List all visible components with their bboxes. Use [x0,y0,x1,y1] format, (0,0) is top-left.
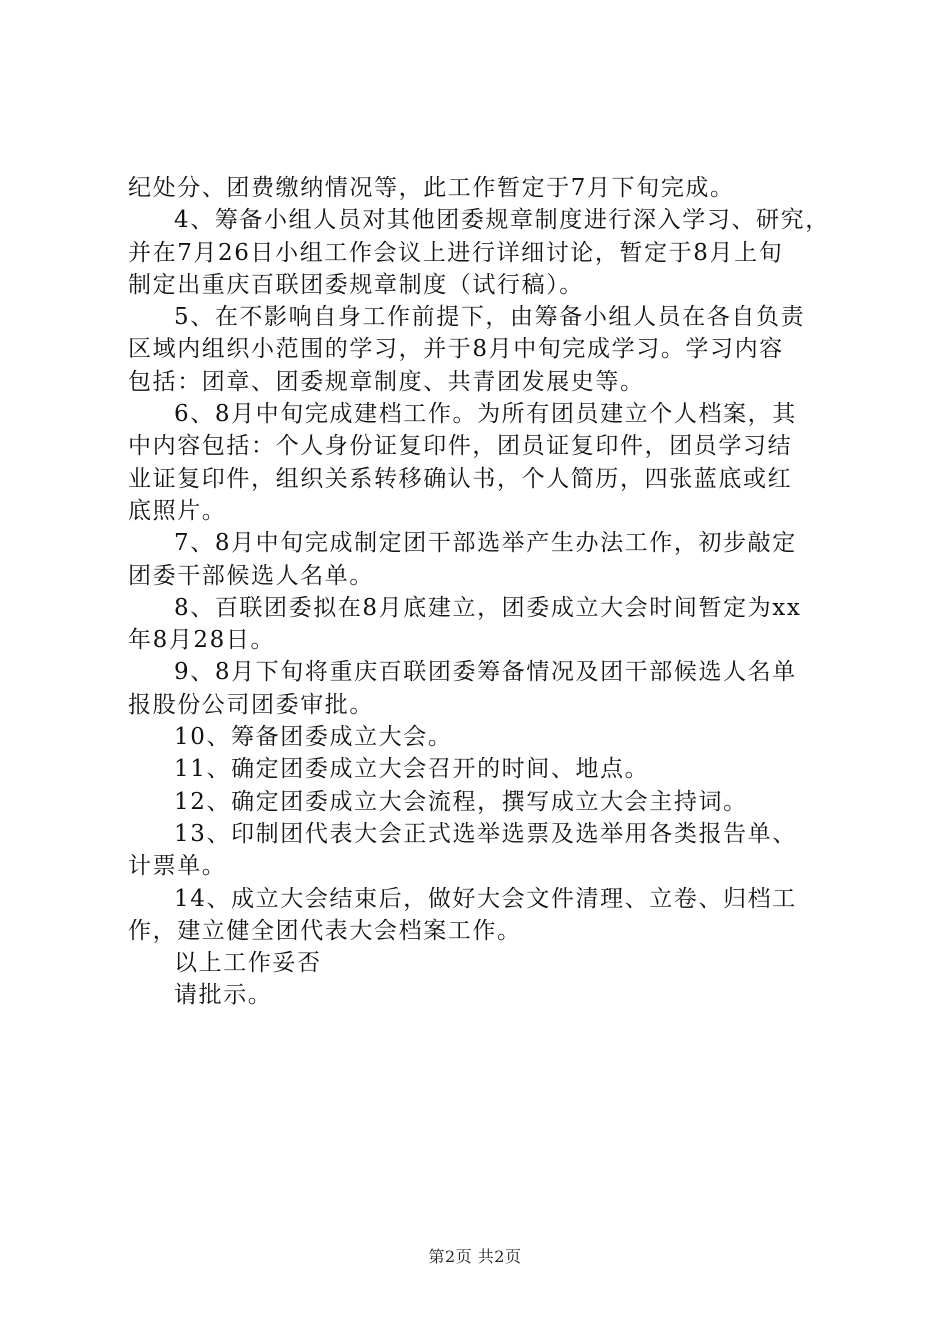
paragraph-line: 12、确定团委成立大会流程，撰写成立大会主持词。 [174,788,748,815]
paragraph-line: 计票单。 [128,853,227,880]
paragraph-line: 13、印制团代表大会正式选举选票及选举用各类报告单、 [174,820,797,847]
paragraph-line: 底照片。 [128,497,227,524]
paragraph-line: 区域内组织小范围的学习，并于8月中旬完成学习。学习内容 [128,336,784,363]
paragraph-line: 团委干部候选人名单。 [128,562,374,589]
paragraph-line: 并在7月26日小组工作会议上进行详细讨论，暂定于8月上旬 [128,239,784,266]
paragraph-line: 11、确定团委成立大会召开的时间、地点。 [174,756,650,783]
document-body [128,172,838,1012]
paragraph-line: 包括：团章、团委规章制度、共青团发展史等。 [128,368,645,395]
paragraph-line: 10、筹备团委成立大会。 [174,724,453,751]
paragraph-line: 年8月28日。 [128,627,276,654]
paragraph-line: 9、8月下旬将重庆百联团委筹备情况及团干部候选人名单 [174,659,797,686]
paragraph-line: 中内容包括：个人身份证复印件，团员证复印件，团员学习结 [128,433,793,460]
page-footer: 第2页 共2页 [428,1247,522,1266]
paragraph-line: 作，建立健全团代表大会档案工作。 [128,917,522,944]
paragraph-line: 请批示。 [174,982,273,1009]
paragraph-line: 8、百联团委拟在8月底建立，团委成立大会时间暂定为xx [174,594,802,621]
paragraph-line: 7、8月中旬完成制定团干部选举产生办法工作，初步敲定 [174,530,797,557]
paragraph-line: 4、筹备小组人员对其他团委规章制度进行深入学习、研究， [174,207,830,234]
paragraph-line: 6、8月中旬完成建档工作。为所有团员建立个人档案，其 [174,401,797,428]
paragraph-line: 5、在不影响自身工作前提下，由筹备小组人员在各自负责 [174,304,806,331]
paragraph-line: 业证复印件，组织关系转移确认书，个人简历，四张蓝底或红 [128,465,793,492]
paragraph-line: 制定出重庆百联团委规章制度（试行稿）。 [128,271,584,298]
paragraph-line: 14、成立大会结束后，做好大会文件清理、立卷、归档工 [174,885,797,912]
paragraph-line: 报股份公司团委审批。 [128,691,374,718]
paragraph-line: 以上工作妥否 [174,950,322,977]
paragraph-line: 纪处分、团费缴纳情况等，此工作暂定于7月下旬完成。 [128,175,735,201]
